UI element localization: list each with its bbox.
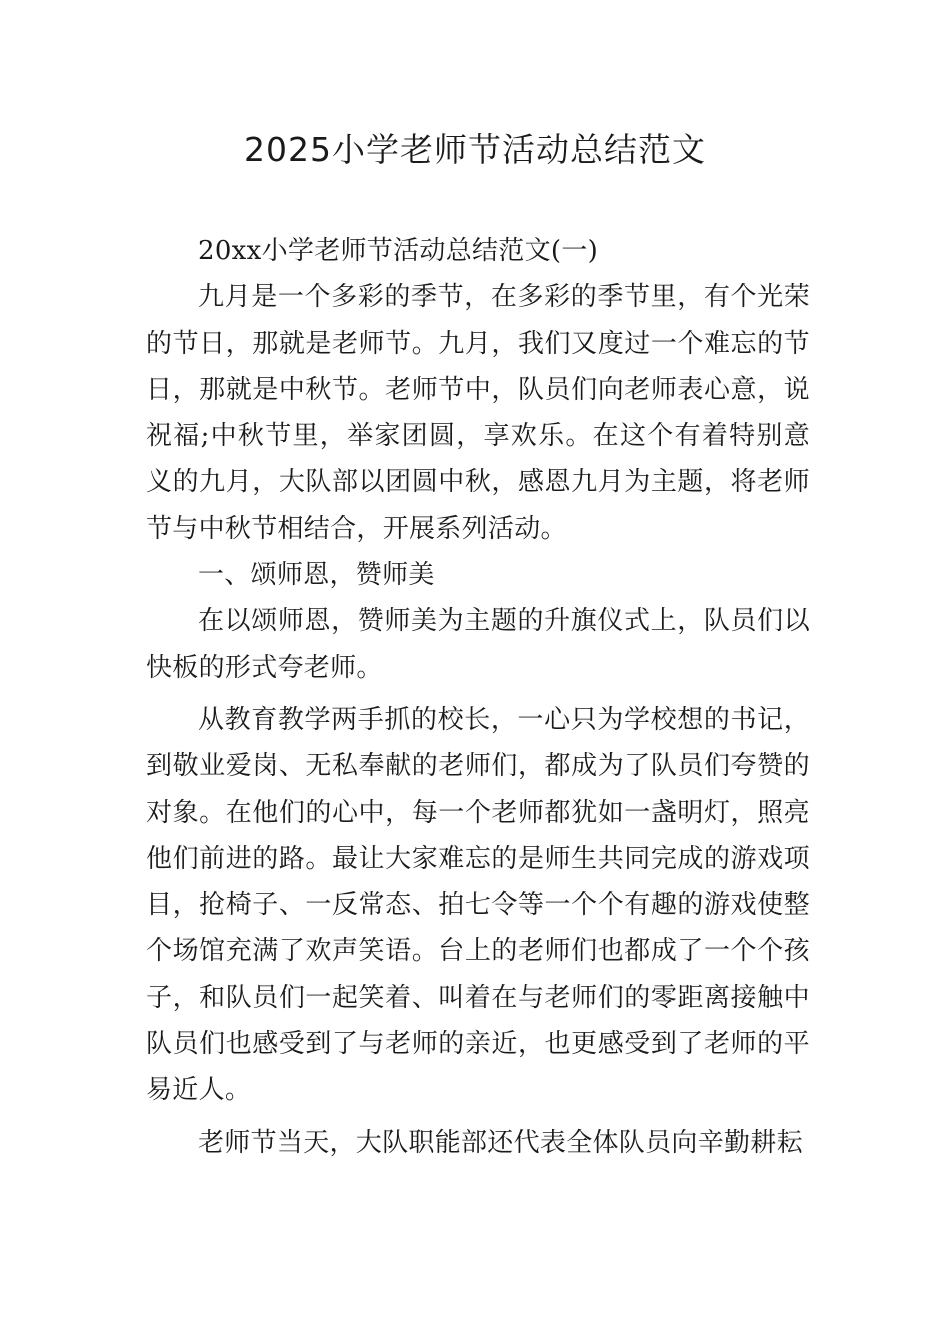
document-title: 2025小学老师节活动总结范文 [244, 130, 706, 169]
subsection-heading: 一、颂师恩，赞师美 [198, 560, 435, 591]
paragraph: 九月是一个多彩的季节，在多彩的季节里，有个光荣的节日，那就是老师节。九月，我们又度过一个难忘的节日，那就是中秋节。老师节中，队员们向老师表心意，说祝福;中秋节里，举家团圆，享欢乐。在这个有着特别意义的九月，大队部以团圆中秋，感恩九月为主题，将老师节与中秋节相结合，开展系列活动。 [146, 282, 810, 544]
section-heading: 20xx小学老师节活动总结范文(一) [198, 236, 599, 266]
paragraph: 在以颂师恩，赞师美为主题的升旗仪式上，队员们以快板的形式夸老师。 [146, 606, 810, 683]
paragraph: 从教育教学两手抓的校长，一心只为学校想的书记，到敬业爱岗、无私奉献的老师们，都成为了队员们夸赞的对象。在他们的心中，每一个老师都犹如一盏明灯，照亮他们前进的路。最让大家难忘的是师生共同完成的游戏项目，抢椅子、一反常态、拍七令等一个个有趣的游戏使整个场馆充满了欢声笑语。台上的老师们也都成了一个个孩子，和队员们一起笑着、叫着在与老师们的零距离接触中队员们也感受到了与老师的亲近，也更感受到了老师的平易近人。 [146, 704, 810, 1106]
paragraph: 老师节当天，大队职能部还代表全体队员向辛勤耕耘 [198, 1127, 803, 1158]
document-body [146, 228, 810, 1166]
